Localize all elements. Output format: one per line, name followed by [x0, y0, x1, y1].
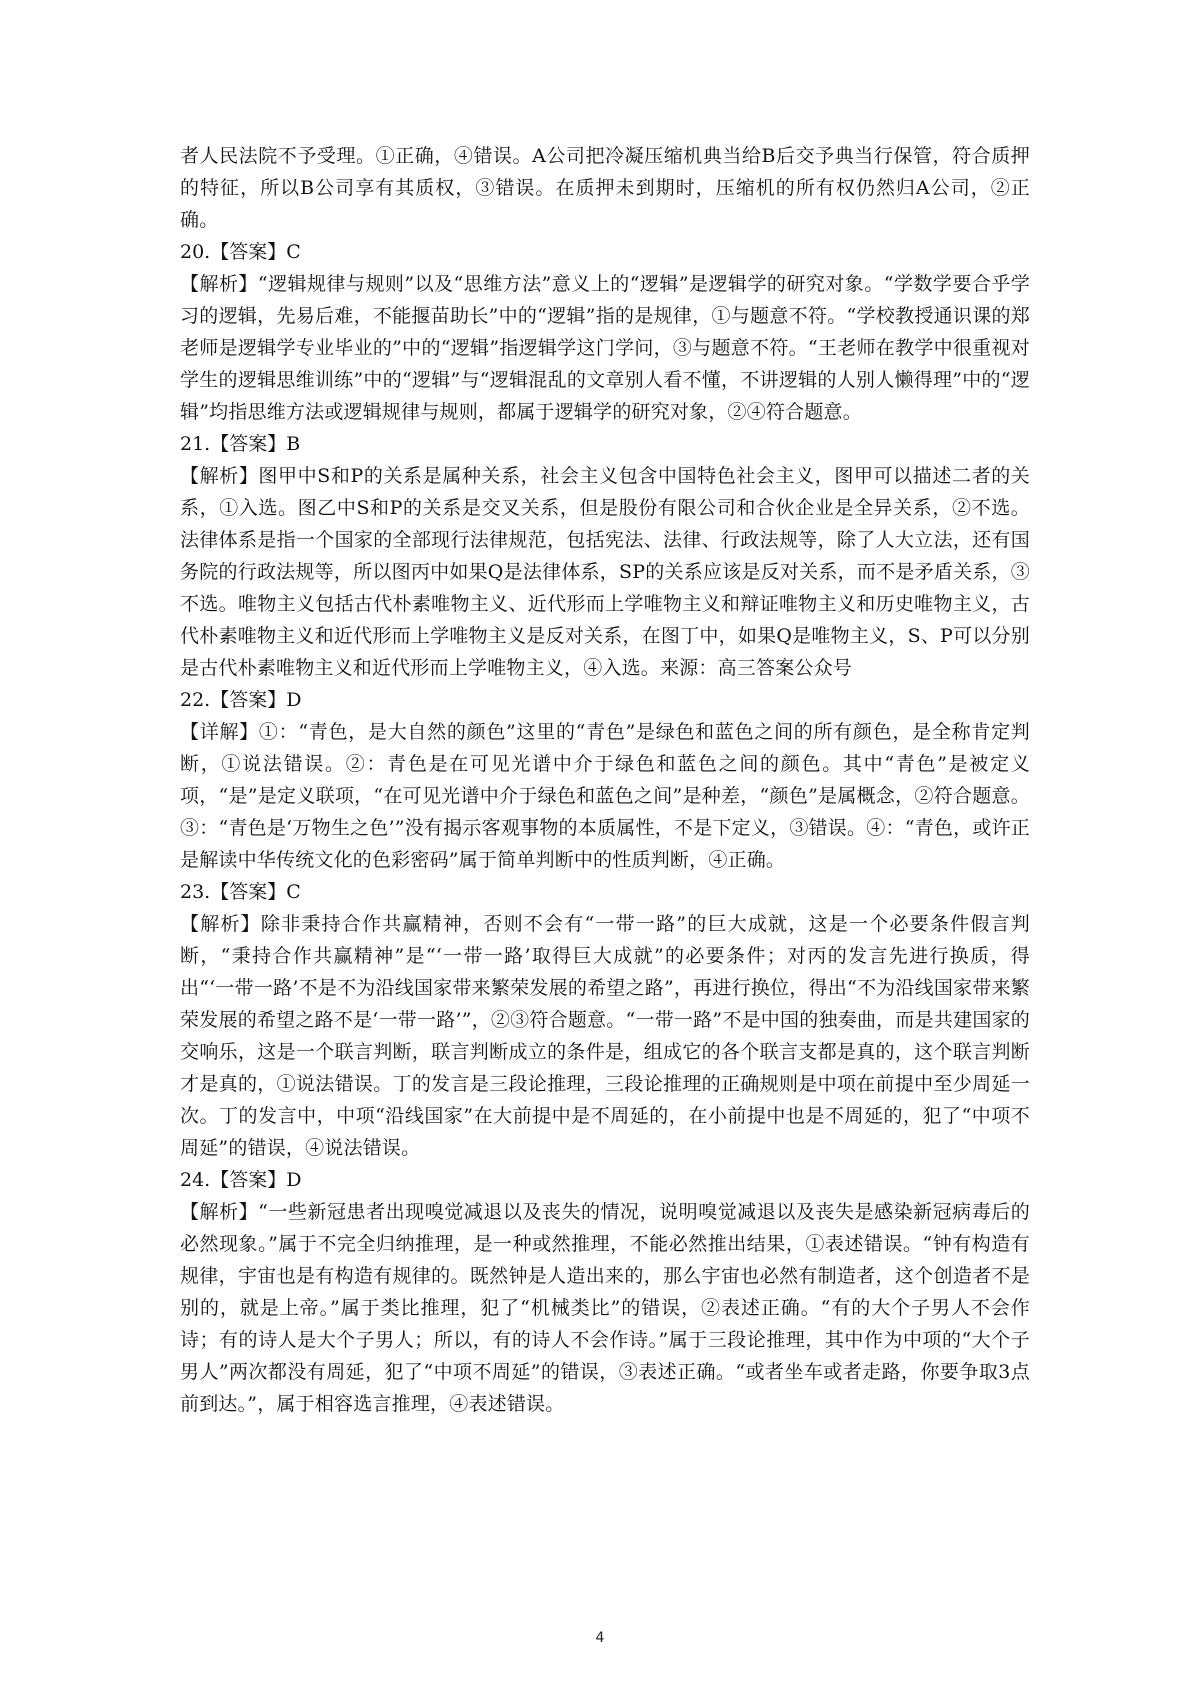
- answer-explanation: 【解析】除非秉持合作共赢精神，否则不会有“一带一路”的巨大成就，这是一个必要条件假言判断，“秉持合作共赢精神”是“‘一带一路’取得巨大成就”的必要条件；对丙的发言先进行换质，得出“‘一带一路’不是不为沿线国家带来繁荣发展的希望之路”，再进行换位，得出“不为沿线国家带来繁荣发展的希望之路不是‘一带一路’”，②③符合题意。“一带一路”不是中国的独奏曲，而是共建国家的交响乐，这是一个联言判断，联言判断成立的条件是，组成它的各个联言支都是真的，这个联言判断才是真的，①说法错误。丁的发言是三段论推理，三段论推理的正确规则是中项在前提中至少周延一次。丁的发言中，中项“沿线国家”在大前提中是不周延的，在小前提中也是不周延的，犯了“中项不周延”的错误，④说法错误。: [180, 913, 1030, 1159]
- answer-explanation: 【解析】“一些新冠患者出现嗅觉减退以及丧失的情况，说明嗅觉减退以及丧失是感染新冠病毒后的必然现象。”属于不完全归纳推理，是一种或然推理，不能必然推出结果，①表述错误。“钟有构造有规律，宇宙也是有构造有规律的。既然钟是人造出来的，那么宇宙也必然有制造者，这个创造者不是别的，就是上帝。”属于类比推理，犯了“机械类比”的错误，②表述正确。“有的大个子男人不会作诗；有的诗人是大个子男人；所以，有的诗人不会作诗。”属于三段论推理，其中作为中项的“大个子男人”两次都没有周延，犯了“中项不周延”的错误，③表述正确。“或者坐车或者走路，你要争取3点前到达。”，属于相容选言推理，④表述错误。: [180, 1201, 1030, 1415]
- answer-explanation: 【解析】“逻辑规律与规则”以及“思维方法”意义上的“逻辑”是逻辑学的研究对象。“学数学要合乎学习的逻辑，先易后难，不能揠苗助长”中的“逻辑”指的是规律，①与题意不符。“学校教授通识课的郑老师是逻辑学专业毕业的”中的“逻辑”指逻辑学这门学问，③与题意不符。“王老师在教学中很重视对学生的逻辑思维训练”中的“逻辑”与“逻辑混乱的文章别人看不懂，不讲逻辑的人别人懒得理”中的“逻辑”均指思维方法或逻辑规律与规则，都属于逻辑学的研究对象，②④符合题意。: [180, 273, 1030, 423]
- answer-item-22: [180, 684, 1030, 876]
- answer-heading: 21.【答案】B: [180, 433, 301, 455]
- answer-heading: 22.【答案】D: [180, 689, 302, 711]
- answer-item-21: [180, 428, 1030, 684]
- page-number: 4: [595, 1630, 605, 1646]
- answer-item-20: [180, 236, 1030, 428]
- answer-heading: 20.【答案】C: [180, 241, 301, 263]
- answer-item-24: [180, 1164, 1030, 1420]
- answer-document: [180, 140, 1030, 1420]
- answer-explanation: 【解析】图甲中S和P的关系是属种关系，社会主义包含中国特色社会主义，图甲可以描述二者的关系，①入选。图乙中S和P的关系是交叉关系，但是股份有限公司和合伙企业是全异关系，②不选。法律体系是指一个国家的全部现行法律规范，包括宪法、法律、行政法规等，除了人大立法，还有国务院的行政法规等，所以图丙中如果Q是法律体系，SP的关系应该是反对关系，而不是矛盾关系，③不选。唯物主义包括古代朴素唯物主义、近代形而上学唯物主义和辩证唯物主义和历史唯物主义，古代朴素唯物主义和近代形而上学唯物主义是反对关系，在图丁中，如果Q是唯物主义，S、P可以分别是古代朴素唯物主义和近代形而上学唯物主义，④入选。来源：高三答案公众号: [180, 465, 1030, 679]
- lead-paragraph: 者人民法院不予受理。①正确，④错误。A公司把冷凝压缩机典当给B后交予典当行保管，符合质押的特征，所以B公司享有其质权，③错误。在质押未到期时，压缩机的所有权仍然归A公司，②正确。: [180, 145, 1030, 231]
- answer-heading: 23.【答案】C: [180, 881, 301, 903]
- answer-item-23: [180, 876, 1030, 1164]
- answer-heading: 24.【答案】D: [180, 1169, 302, 1191]
- answer-explanation: 【详解】①：“青色，是大自然的颜色”这里的“青色”是绿色和蓝色之间的所有颜色，是全称肯定判断，①说法错误。②：青色是在可见光谱中介于绿色和蓝色之间的颜色。其中“青色”是被定义项，“是”是定义联项，“在可见光谱中介于绿色和蓝色之间”是种差，“颜色”是属概念，②符合题意。③：“青色是‘万物生之色’”没有揭示客观事物的本质属性，不是下定义，③错误。④：“青色，或许正是解读中华传统文化的色彩密码”属于简单判断中的性质判断，④正确。: [180, 721, 1030, 871]
